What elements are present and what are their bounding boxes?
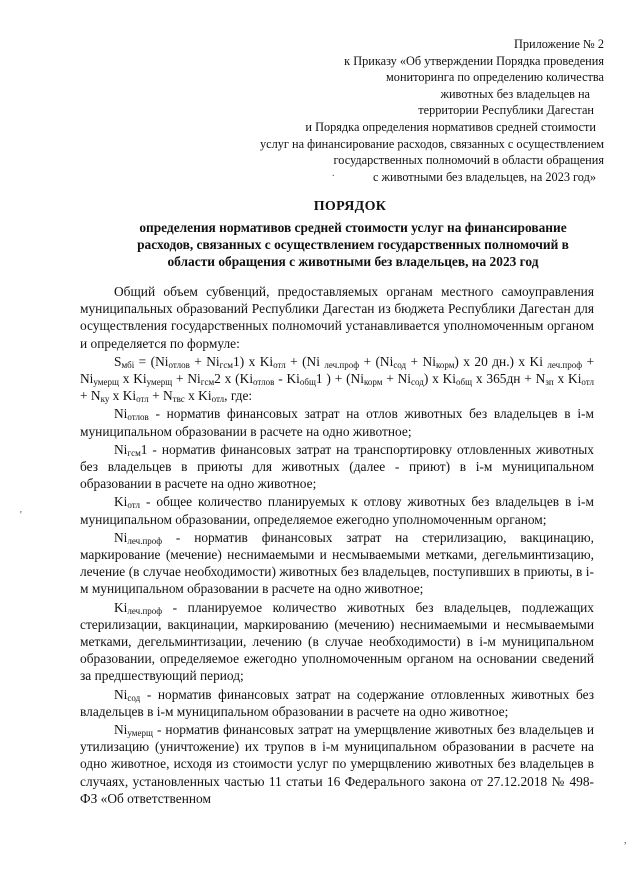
appendix-line: животных без владельцев на — [440, 86, 590, 101]
subtitle-line: расходов, связанных с осуществлением государственных полномочий в — [137, 237, 569, 252]
document-subtitle — [68, 219, 638, 270]
intro-paragraph: Общий объем субвенций, предоставляемых органам местного самоуправления муниципальных образований Республики Дагестан из бюджета Республики Дагестан для осуществления государственных полномочий устанавливается уполномоченным органом и определяется по формуле: — [80, 284, 594, 351]
appendix-line: услуг на финансирование расходов, связанных с осуществлением — [259, 136, 604, 151]
scan-speck-icon: ' — [20, 510, 22, 521]
appendix-line: к Приказу «Об утверждении Порядка проведения — [344, 53, 604, 68]
formula: $S_{мбi} = (Ni_{отлов} + Ni_{гсм}1)$ x $Ki_{отл} + (Ni$ $_{леч.проф} + (Ni_{сод} + Ni_{корм})$ x 20 дн.) x Ki $_{леч.проф} + Ni_{умерщ}$ x $Ki_{умерщ} + Ni_{гсм}2$ x ($Ki_{отлов} - Ki_{общ}1$ ) + $(Ni_{корм} + Ni_{сод})$ x $Ki_{общ}$ x $365дн + N_{зп}$ x $Ki_{отл} + N_{ку}$ x $Ki_{отл} + N_{твс}$ x $Ki_{отл}$, где: — [80, 353, 595, 405]
appendix-line: государственных полномочий в области обращения — [333, 153, 604, 168]
appendix-line: мониторинга по определению количества — [386, 70, 604, 85]
definition-paragraph: $Ni_{гсм}1$ - норматив финансовых затрат на транспортировку отловленных животных без владельцев в приюты для животных (далее - приют) в i-м муниципальном образовании в расчете на одно животное; — [80, 441, 594, 492]
subtitle-line: области обращения с животными без владельцев, на 2023 год — [167, 254, 539, 269]
definition-paragraph: $Ni_{умерщ}$ - норматив финансовых затрат на умерщвление животных без владельцев и утилизацию (уничтожение) их трупов в i-м муниципальном образовании в расчете на одно животное, исходя из стоимости услуг по умерщвлению животных без владельцев в случаях, установленных частью 11 статьи 16 Федерального закона от 27.12.2018 № 498-ФЗ «Об ответственном — [80, 722, 594, 806]
document-body — [80, 283, 594, 808]
appendix-line: и Порядка определения нормативов средней стоимости — [305, 119, 596, 134]
document-title: ПОРЯДОК — [313, 199, 387, 214]
definition-paragraph: $Ni_{сод}$ - норматив финансовых затрат на содержание отловленных животных без владельцев в i-м муниципальном образовании в расчете на одно животное; — [80, 686, 594, 719]
appendix-header — [184, 36, 604, 185]
appendix-line: с животными без владельцев, на 2023 год» — [372, 169, 596, 184]
definition-paragraph: $Ki_{леч.проф}$ - планируемое количество животных без владельцев, подлежащих стерилизации, вакцинации, маркированию (мечению) неснимаемыми и несмываемыми метками, дегельминтизации, лечению (в случае необходимости) в i-м муниципальном образовании, определяемое ежегодно уполномоченным органом на основании сведений за предшествующий период; — [80, 599, 594, 684]
scan-speck-icon: , — [624, 835, 627, 846]
definition-paragraph: $Ni_{отлов}$ - норматив финансовых затрат на отлов животных без владельцев в i-м муниципальном образовании в расчете на одно животное; — [80, 406, 594, 439]
definition-paragraph: $Ni_{леч.проф}$ - норматив финансовых затрат на стерилизацию, вакцинацию, маркирование (мечение) неснимаемыми и несмываемыми метками, дегельминтизацию, лечение (в случае необходимости) животных без владельцев, поступивших в приюты, в i-м муниципальном образовании в расчете на одно животное; — [80, 529, 594, 597]
appendix-line: территории Республики Дагестан — [418, 103, 594, 118]
subtitle-line: определения нормативов средней стоимости услуг на финансирование — [139, 220, 567, 235]
scan-speck-icon: . — [332, 168, 335, 179]
appendix-line: Приложение № 2 — [513, 37, 604, 51]
definition-paragraph: $Ki_{отл}$ - общее количество планируемых к отлову животных без владельцев в i-м муниципальном образовании, определяемое ежегодно уполномоченным органом; — [80, 494, 594, 527]
